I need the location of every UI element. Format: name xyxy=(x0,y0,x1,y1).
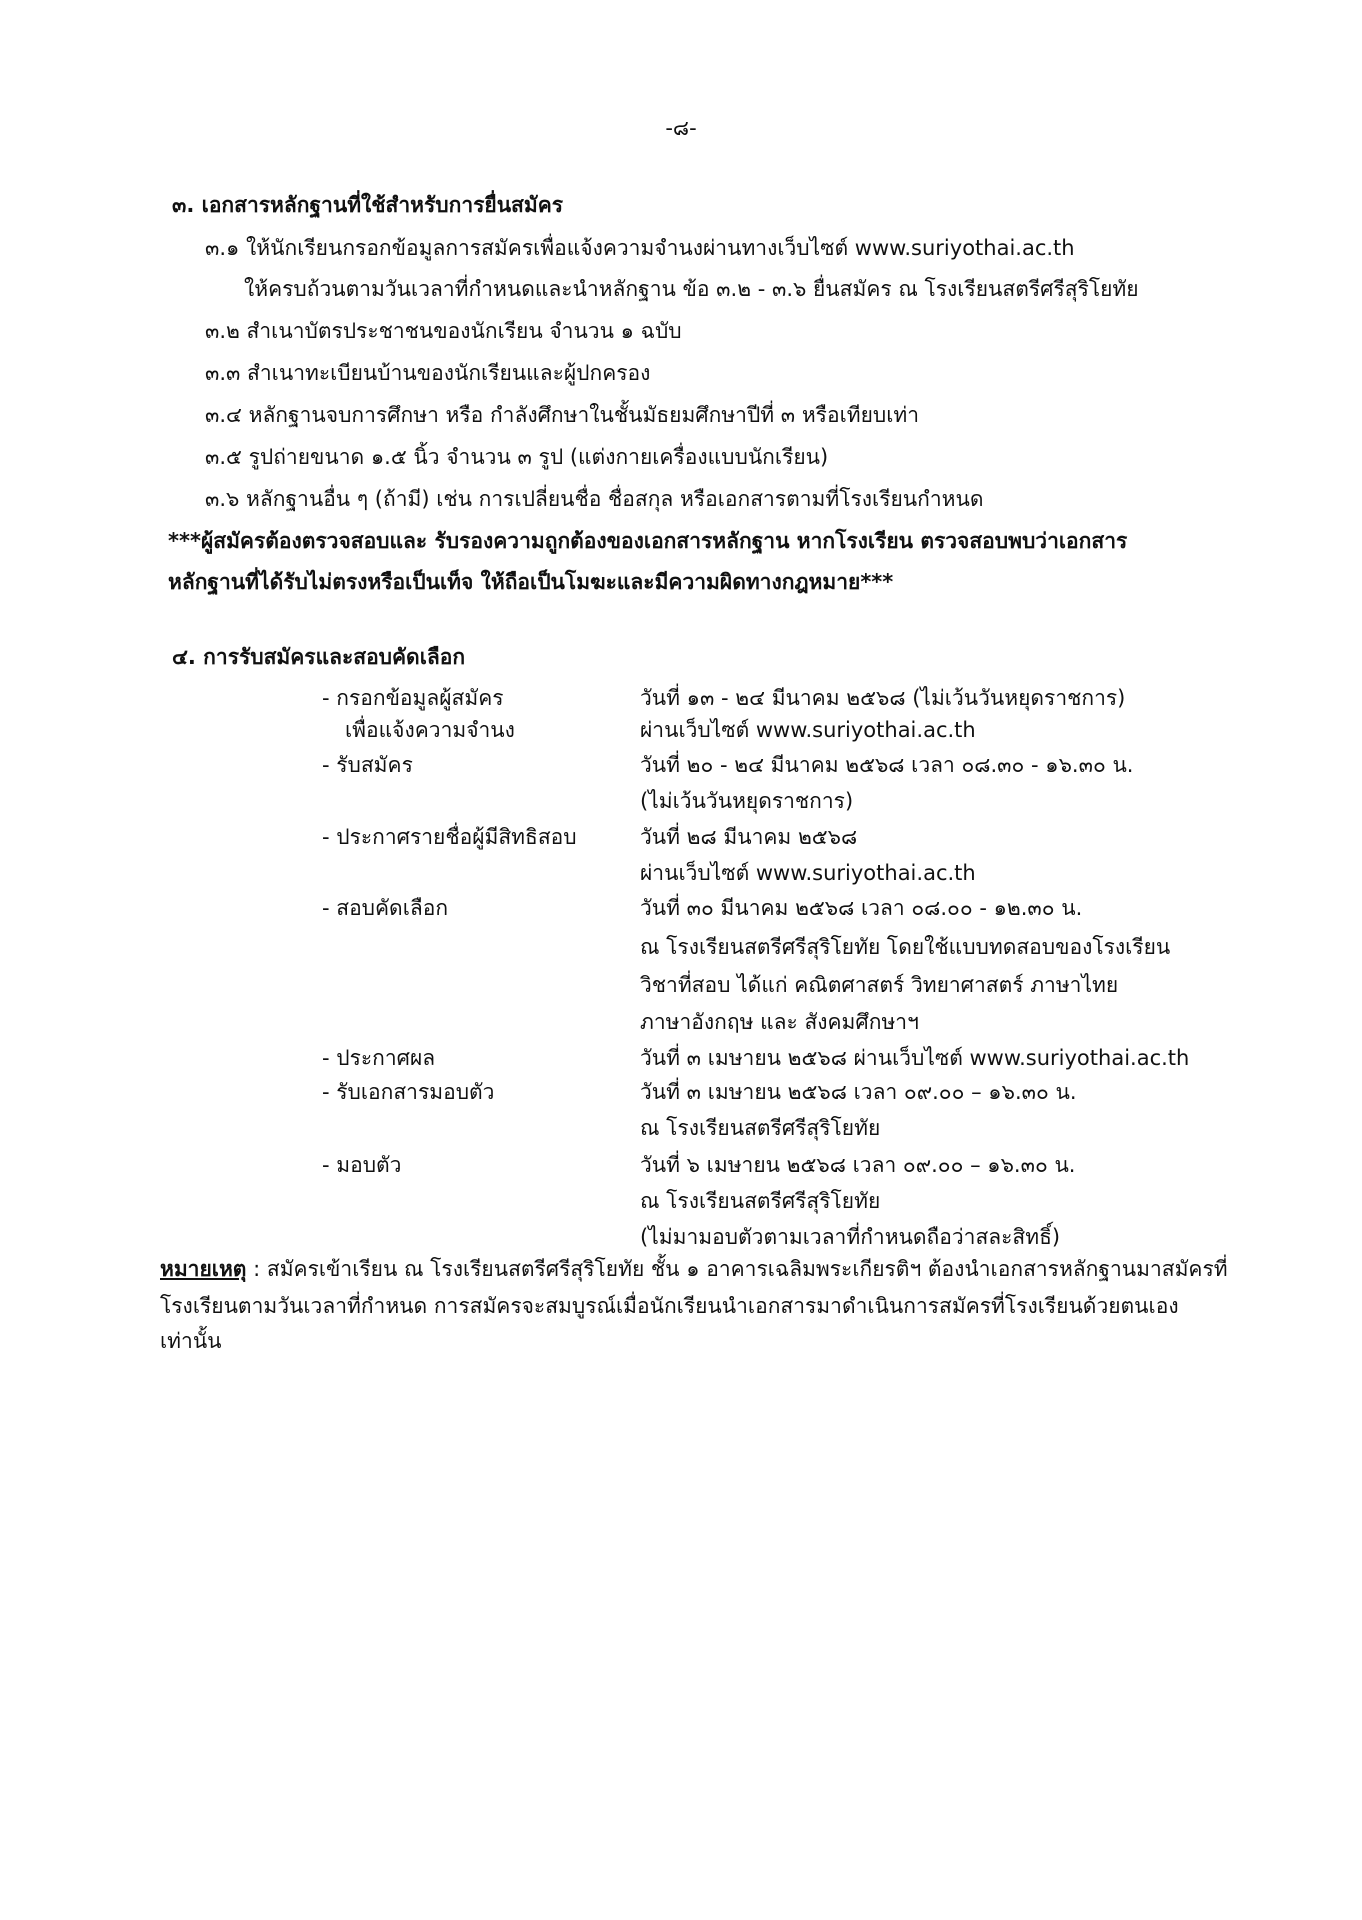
schedule-label: - รับสมัคร xyxy=(322,753,413,777)
section3-item-4: ๓.๔ หลักฐานจบการศึกษา หรือ กำลังศึกษาในชั้นมัธยมศึกษาปีที่ ๓ หรือเทียบเท่า xyxy=(205,403,920,427)
section3-warning-line1: ***ผู้สมัครต้องตรวจสอบและ รับรองความถูกต้องของเอกสารหลักฐาน หากโรงเรียน ตรวจสอบพบว่าเอกสาร xyxy=(168,529,1128,553)
schedule-value: ณ โรงเรียนสตรีศรีสุริโยทัย xyxy=(640,1116,881,1140)
section3-item-1-cont: ให้ครบถ้วนตามวันเวลาที่กำหนดและนำหลักฐาน ข้อ ๓.๒ - ๓.๖ ยื่นสมัคร ณ โรงเรียนสตรีศรีสุริโยทัย xyxy=(244,277,1139,301)
schedule-value: วันที่ ๑๓ - ๒๔ มีนาคม ๒๕๖๘ (ไม่เว้นวันหยุดราชการ) xyxy=(640,686,1126,710)
note-line1 xyxy=(160,1254,1228,1284)
schedule-value: (ไม่มามอบตัวตามเวลาที่กำหนดถือว่าสละสิทธิ์) xyxy=(640,1225,1061,1249)
section3-item-6: ๓.๖ หลักฐานอื่น ๆ (ถ้ามี) เช่น การเปลี่ยนชื่อ ชื่อสกุล หรือเอกสารตามที่โรงเรียนกำหนด xyxy=(205,487,984,511)
note-line3: เท่านั้น xyxy=(160,1329,222,1353)
schedule-label: - ประกาศผล xyxy=(322,1046,436,1070)
schedule-value: (ไม่เว้นวันหยุดราชการ) xyxy=(640,789,854,813)
schedule-value: วันที่ ๒๘ มีนาคม ๒๕๖๘ xyxy=(640,825,858,849)
schedule-label: - รับเอกสารมอบตัว xyxy=(322,1080,495,1104)
section3-item-1: ๓.๑ ให้นักเรียนกรอกข้อมูลการสมัครเพื่อแจ้งความจำนงผ่านทางเว็บไซต์ www.suriyothai.ac.th xyxy=(205,236,1075,260)
schedule-value: วันที่ ๒๐ - ๒๔ มีนาคม ๒๕๖๘ เวลา ๐๘.๓๐ - ๑๖.๓๐ น. xyxy=(640,753,1134,777)
schedule-value: ณ โรงเรียนสตรีศรีสุริโยทัย โดยใช้แบบทดสอบของโรงเรียน xyxy=(640,935,1171,959)
section4-heading: ๔. การรับสมัครและสอบคัดเลือก xyxy=(172,645,466,669)
section3-warning-line2: หลักฐานที่ได้รับไม่ตรงหรือเป็นเท็จ ให้ถือเป็นโมฆะและมีความผิดทางกฎหมาย*** xyxy=(168,570,894,594)
schedule-value: ณ โรงเรียนสตรีศรีสุริโยทัย xyxy=(640,1189,881,1213)
section3-item-2: ๓.๒ สำเนาบัตรประชาชนของนักเรียน จำนวน ๑ ฉบับ xyxy=(205,319,682,343)
schedule-value: วันที่ ๓๐ มีนาคม ๒๕๖๘ เวลา ๐๘.๐๐ - ๑๒.๓๐ น. xyxy=(640,896,1083,920)
page-number: -๘- xyxy=(665,116,697,140)
schedule-label: - มอบตัว xyxy=(322,1153,402,1177)
note-label: หมายเหตุ xyxy=(160,1257,247,1281)
schedule-value: วันที่ ๖ เมษายน ๒๕๖๘ เวลา ๐๙.๐๐ – ๑๖.๓๐ น. xyxy=(640,1153,1076,1177)
schedule-value: วันที่ ๓ เมษายน ๒๕๖๘ ผ่านเว็บไซต์ www.suriyothai.ac.th xyxy=(640,1046,1190,1070)
section3-item-3: ๓.๓ สำเนาทะเบียนบ้านของนักเรียนและผู้ปกครอง xyxy=(205,361,651,385)
note-text: : สมัครเข้าเรียน ณ โรงเรียนสตรีศรีสุริโยทัย ชั้น ๑ อาคารเฉลิมพระเกียรติฯ ต้องนำเอกสารหลักฐานมาสมัครที่ xyxy=(246,1257,1228,1281)
schedule-label: - กรอกข้อมูลผู้สมัคร xyxy=(322,686,504,710)
schedule-value: ผ่านเว็บไซต์ www.suriyothai.ac.th xyxy=(640,718,976,742)
section3-item-5: ๓.๕ รูปถ่ายขนาด ๑.๕ นิ้ว จำนวน ๓ รูป (แต่งกายเครื่องแบบนักเรียน) xyxy=(205,445,829,469)
schedule-label: - ประกาศรายชื่อผู้มีสิทธิสอบ xyxy=(322,825,577,849)
schedule-value: ภาษาอังกฤษ และ สังคมศึกษาฯ xyxy=(640,1010,919,1034)
section3-heading: ๓. เอกสารหลักฐานที่ใช้สำหรับการยื่นสมัคร xyxy=(172,193,564,217)
schedule-value: วิชาที่สอบ ได้แก่ คณิตศาสตร์ วิทยาศาสตร์ ภาษาไทย xyxy=(640,973,1119,997)
schedule-value: วันที่ ๓ เมษายน ๒๕๖๘ เวลา ๐๙.๐๐ – ๑๖.๓๐ น. xyxy=(640,1080,1077,1104)
schedule-label: เพื่อแจ้งความจำนง xyxy=(345,718,515,742)
schedule-value: ผ่านเว็บไซต์ www.suriyothai.ac.th xyxy=(640,861,976,885)
note-line2: โรงเรียนตามวันเวลาที่กำหนด การสมัครจะสมบูรณ์เมื่อนักเรียนนำเอกสารมาดำเนินการสมัครที่โรงเรียนด้วยตนเอง xyxy=(160,1294,1179,1318)
schedule-label: - สอบคัดเลือก xyxy=(322,896,449,920)
